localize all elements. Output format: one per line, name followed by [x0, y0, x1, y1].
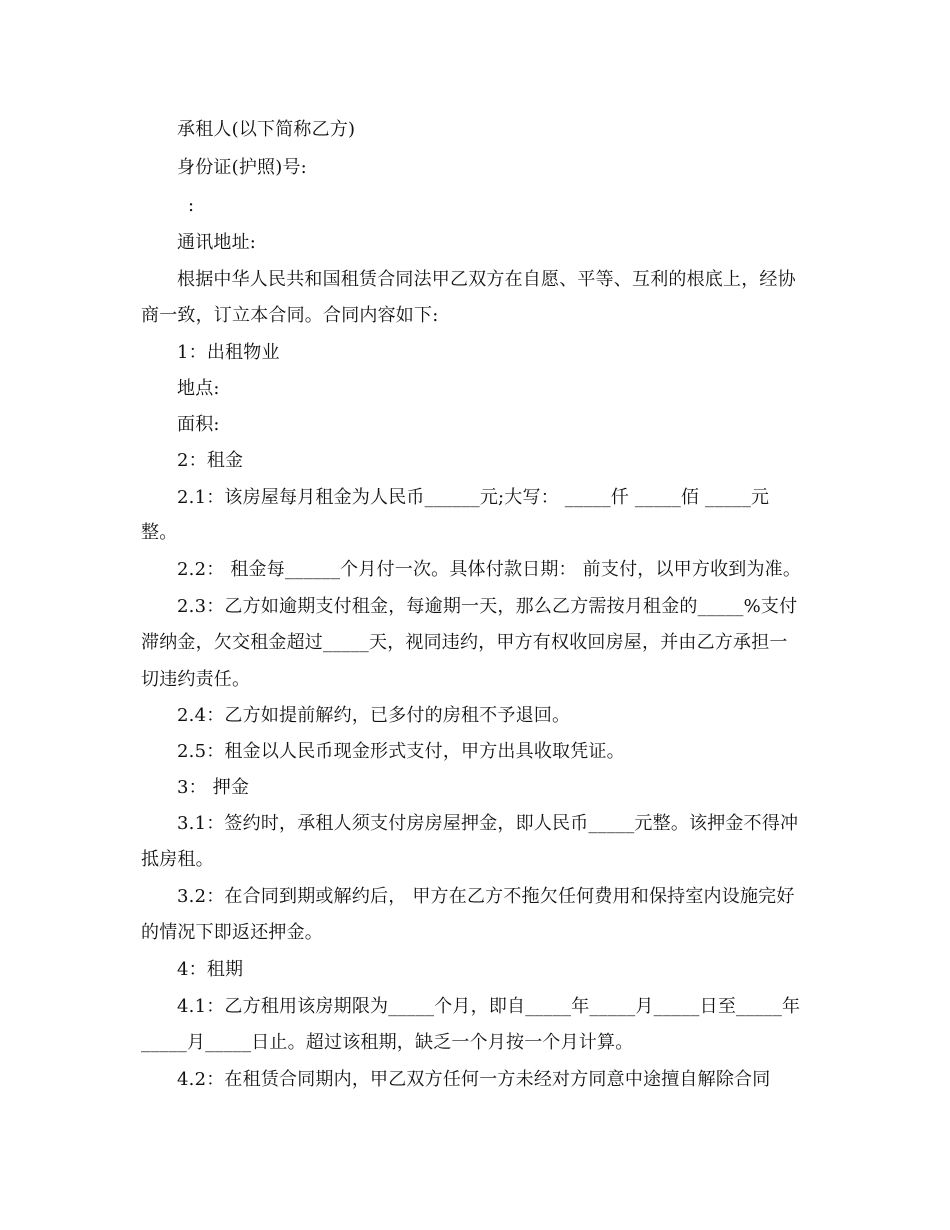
clause-2-2: 2.2： 租金每______个月付一次。具体付款日期： 前支付，以甲方收到为准。 [177, 559, 802, 580]
clause-3-1-line-2: 抵房租。 [141, 849, 214, 870]
clause-3-2-line-1: 3.2：在合同到期或解约后， 甲方在乙方不拖欠任何费用和保持室内设施完好 [177, 886, 795, 907]
clause-4-1-line-2: _____月_____日止。超过该租期，缺乏一个月按一个月计算。 [141, 1032, 634, 1053]
section-2-heading: 2：租金 [177, 450, 244, 471]
intro-line-1: 根据中华人民共和国租赁合同法甲乙双方在自愿、平等、互利的根底上，经协 [177, 269, 796, 290]
location-line: 地点: [177, 378, 220, 399]
section-4-heading: 4：租期 [177, 959, 244, 980]
area-line: 面积: [177, 414, 220, 435]
intro-line-2: 商一致，订立本合同。合同内容如下: [141, 305, 439, 326]
address-line: 通讯地址: [177, 232, 257, 253]
clause-2-1-line-2: 整。 [141, 522, 178, 543]
clause-2-5: 2.5：租金以人民币现金形式支付，甲方出具收取凭证。 [177, 741, 625, 762]
section-3-heading: 3： 押金 [177, 777, 250, 798]
tenant-line: 承租人(以下简称乙方) [177, 119, 356, 140]
clause-3-2-line-2: 的情况下即返还押金。 [141, 922, 323, 943]
clause-2-4: 2.4：乙方如提前解约，已多付的房租不予退回。 [177, 705, 571, 726]
clause-2-1-line-1: 2.1：该房屋每月租金为人民币______元;大写： _____仟 _____佰 _____元 [177, 487, 770, 508]
colon-line: : [188, 195, 195, 216]
clause-4-1-line-1: 4.1：乙方租用该房期限为_____个月，即自_____年_____月_____日至_____年 [177, 996, 801, 1017]
id-number-line: 身份证(护照)号: [177, 157, 307, 178]
clause-2-3-line-2: 滞纳金，欠交租金超过_____天，视同违约，甲方有权收回房屋，并由乙方承担一 [141, 632, 788, 653]
clause-2-3-line-1: 2.3：乙方如逾期支付租金，每逾期一天，那么乙方需按月租金的_____%支付 [177, 596, 798, 617]
clause-2-3-line-3: 切违约责任。 [141, 669, 251, 690]
clause-4-2-line-1: 4.2：在租赁合同期内，甲乙双方任何一方未经对方同意中途擅自解除合同 [177, 1069, 771, 1090]
clause-3-1-line-1: 3.1：签约时，承租人须支付房房屋押金，即人民币_____元整。该押金不得冲 [177, 813, 799, 834]
section-1-heading: 1：出租物业 [177, 342, 280, 363]
